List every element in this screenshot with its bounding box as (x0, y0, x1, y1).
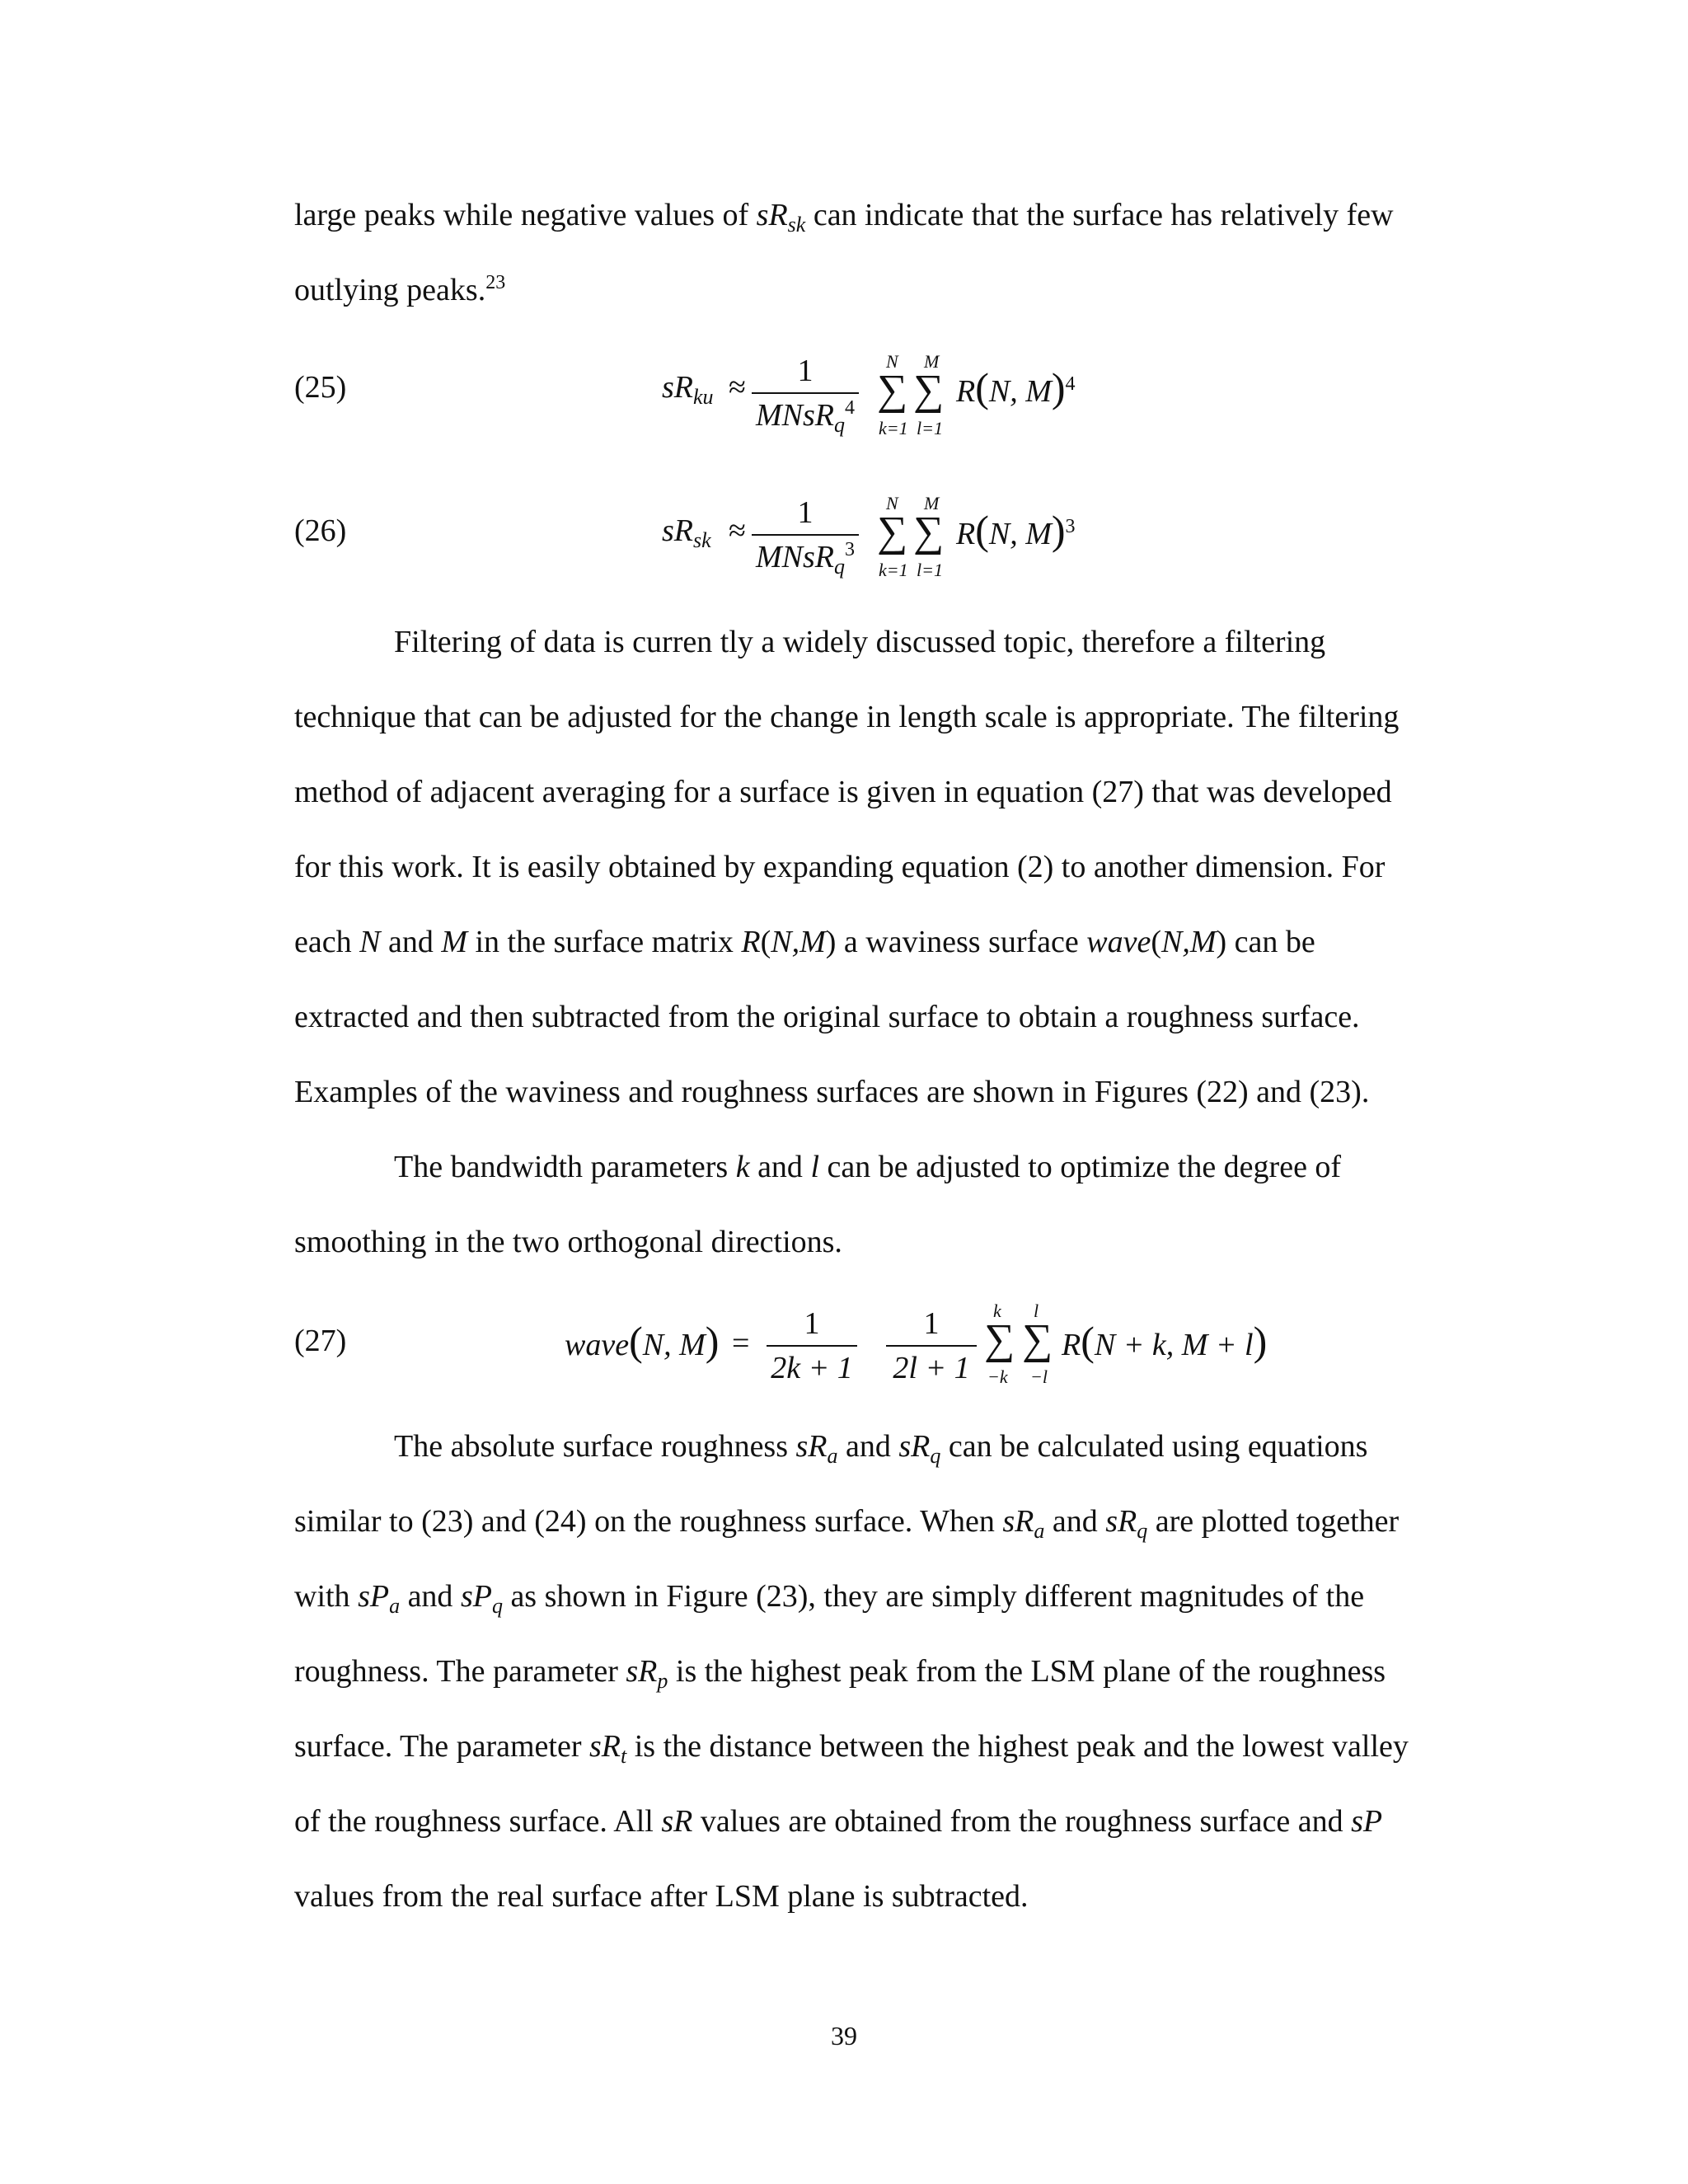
summation-sign: ∑ (913, 367, 945, 414)
summation-sign: ∑ (877, 509, 908, 555)
equation-body: R(N, M)$^3$ (956, 507, 1076, 553)
equation-number: (27) (294, 1324, 347, 1358)
equation-lhs: $sR_{ku}$ (662, 370, 714, 409)
paragraph-line: with $sP_a$ and $sP_q$ as shown in Figure (23), they are simply different magnitudes of the (294, 1579, 1365, 1618)
equation-number: (26) (294, 513, 347, 548)
paragraph-line: smoothing in the two orthogonal directions. (294, 1225, 842, 1259)
paragraph-line: roughness. The parameter $sR_p$ is the highest peak from the LSM plane of the roughness (294, 1654, 1386, 1693)
fraction: 1 MNsR$_q^3$ (752, 494, 859, 575)
paragraph-line: The absolute surface roughness $sR_a$ and $sR_q$ can be calculated using equations (394, 1429, 1368, 1468)
paragraph-line: technique that can be adjusted for the change in length scale is appropriate. The filtering (294, 700, 1400, 734)
approx-sign: ≈ (729, 370, 746, 405)
summation-sign: ∑ (1022, 1316, 1053, 1363)
equals-sign: = (732, 1326, 750, 1361)
paragraph-line: large peaks while negative values of $sR_{sk}$ can indicate that the surface has relatively few (294, 198, 1394, 237)
equation-lhs: $sR_{sk}$ (662, 513, 711, 552)
summation-sign: ∑ (913, 509, 945, 555)
paragraph-line: of the roughness surface. All sR values are obtained from the roughness surface and sP (294, 1804, 1383, 1839)
paragraph-line: values from the real surface after LSM plane is subtracted. (294, 1879, 1029, 1914)
paragraph-line: The bandwidth parameters k and l can be adjusted to optimize the degree of (394, 1150, 1342, 1184)
paragraph-line: surface. The parameter $sR_t$ is the distance between the highest peak and the lowest valley (294, 1729, 1409, 1768)
paragraph-line: Examples of the waviness and roughness surfaces are shown in Figures (22) and (23). (294, 1075, 1370, 1109)
footnote-ref: 23 (485, 272, 506, 293)
fraction: 1 2l + 1 (886, 1305, 977, 1386)
paragraph-line: method of adjacent averaging for a surface is given in equation (27) that was developed (294, 775, 1392, 809)
equation-number: (25) (294, 370, 347, 405)
document-page: large peaks while negative values of $sR_{sk}$ can indicate that the surface has relatively few outlying peaks.$^{23}$ (25) $sR_{ku}$ ≈ 1 MNsR$_q^4$ N ∑ k=1 M ∑ l=1 R(N, M)$^4$ (26) $sR_{sk}$ ≈ 1 MNsR$_q^3$ N ∑ k=1 M ∑ l=1 R(N, M)$^3$ Filtering of data is curren tly a widely discussed topic, therefore a filtering technique that can be adjusted for the change in length scale is appropriate. The filtering method of adjacent averaging for a surface is given in equation (27) that was developed for this work. It is easily obtained by expanding equation (2) to another dimension. For each N and M in the surface matrix R(N,M) a waviness surface wave(N,M) can be extracted and then subtracted from the original surface to obtain a roughness surface. Examples of the waviness and roughness surfaces are shown in Figures (22) and (23). The bandwidth parameters k and l can be adjusted to optimize the degree of smoothing in the two orthogonal directions. (27) wave(N, M) = 1 2k + 1 1 2l + 1 k ∑ −k l ∑ −l R(N + k, M + l) The absolute surface roughness $sR_a$ and $sR_q$ can be calculated using equations similar to (23) and (24) on the roughness surface. When $sR_a$ and $sR_q$ are plotted together with $sP_a$ and $sP_q$ as shown in Figure (23), they are simply different magnitudes of the roughness. The parameter $sR_p$ is the highest peak from the LSM plane of the roughness surface. The parameter $sR_t$ is the distance between the highest peak and the lowest valley of the roughness surface. All sR values are obtained from the roughness surface and sP values from the real surface after LSM plane is subtracted. 39 (0, 0, 1688, 2184)
fraction: 1 2k + 1 (767, 1305, 857, 1386)
summation-sign: ∑ (984, 1316, 1015, 1363)
paragraph-line: outlying peaks.$^{23}$ (294, 272, 506, 307)
equation-body: R(N + k, M + l) (1062, 1318, 1268, 1364)
approx-sign: ≈ (729, 513, 746, 548)
page-number: 39 (831, 2021, 857, 2050)
paragraph-line: each N and M in the surface matrix R(N,M) a waviness surface wave(N,M) can be (294, 925, 1315, 959)
paragraph-line: similar to (23) and (24) on the roughness surface. When $sR_a$ and $sR_q$ are plotted together (294, 1504, 1400, 1543)
paragraph-line: for this work. It is easily obtained by expanding equation (2) to another dimension. For (294, 850, 1386, 884)
equation-lhs: wave(N, M) (565, 1318, 720, 1364)
summation-sign: ∑ (877, 367, 908, 414)
fraction: 1 MNsR$_q^4$ (752, 353, 859, 434)
paragraph-line: Filtering of data is curren tly a widely discussed topic, therefore a filtering (394, 625, 1326, 659)
equation-body: R(N, M)$^4$ (956, 364, 1076, 410)
paragraph-line: extracted and then subtracted from the original surface to obtain a roughness surface. (294, 1000, 1360, 1034)
